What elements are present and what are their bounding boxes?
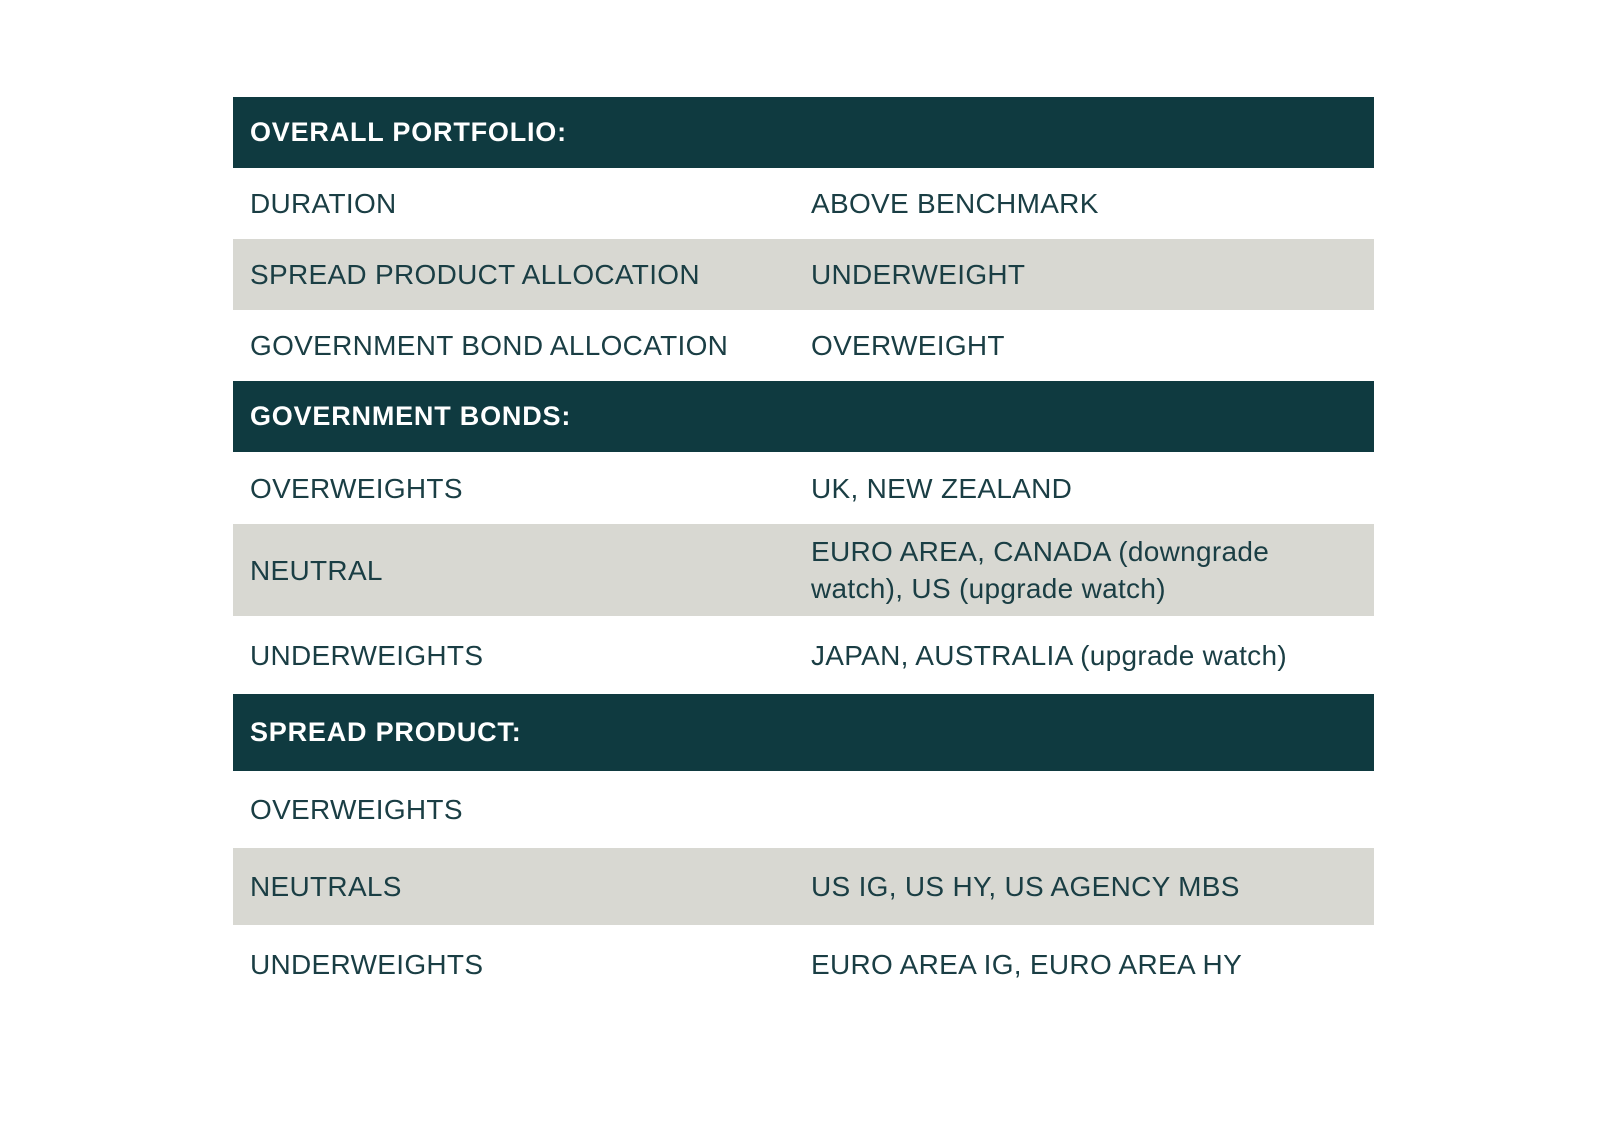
allocation-table (233, 97, 1374, 1003)
section-header-government-bonds (233, 381, 1374, 452)
table-row (233, 925, 1374, 1003)
section-title: GOVERNMENT BONDS: (233, 381, 1374, 452)
section-title: OVERALL PORTFOLIO: (233, 97, 1374, 168)
row-label: NEUTRAL (233, 524, 794, 616)
table-row (233, 168, 1374, 239)
row-value: EURO AREA, CANADA (downgrade watch), US (upgrade watch) (794, 524, 1374, 616)
table-row (233, 310, 1374, 381)
row-value: JAPAN, AUSTRALIA (upgrade watch) (794, 616, 1374, 694)
table-row (233, 452, 1374, 524)
row-value: US IG, US HY, US AGENCY MBS (794, 848, 1374, 925)
row-value: UNDERWEIGHT (794, 239, 1374, 310)
row-value: EURO AREA IG, EURO AREA HY (794, 925, 1374, 1003)
row-label: SPREAD PRODUCT ALLOCATION (233, 239, 794, 310)
row-label: UNDERWEIGHTS (233, 925, 794, 1003)
section-title: SPREAD PRODUCT: (233, 694, 1374, 771)
table-row (233, 771, 1374, 848)
table-row (233, 848, 1374, 925)
row-label: DURATION (233, 168, 794, 239)
row-value: OVERWEIGHT (794, 310, 1374, 381)
row-label: OVERWEIGHTS (233, 771, 794, 848)
row-label: NEUTRALS (233, 848, 794, 925)
row-label: GOVERNMENT BOND ALLOCATION (233, 310, 794, 381)
row-label: UNDERWEIGHTS (233, 616, 794, 694)
section-header-overall-portfolio (233, 97, 1374, 168)
table-row (233, 616, 1374, 694)
row-label: OVERWEIGHTS (233, 452, 794, 524)
row-value: UK, NEW ZEALAND (794, 452, 1374, 524)
row-value: ABOVE BENCHMARK (794, 168, 1374, 239)
table-row (233, 524, 1374, 616)
table-row (233, 239, 1374, 310)
row-value (794, 771, 1374, 848)
section-header-spread-product (233, 694, 1374, 771)
